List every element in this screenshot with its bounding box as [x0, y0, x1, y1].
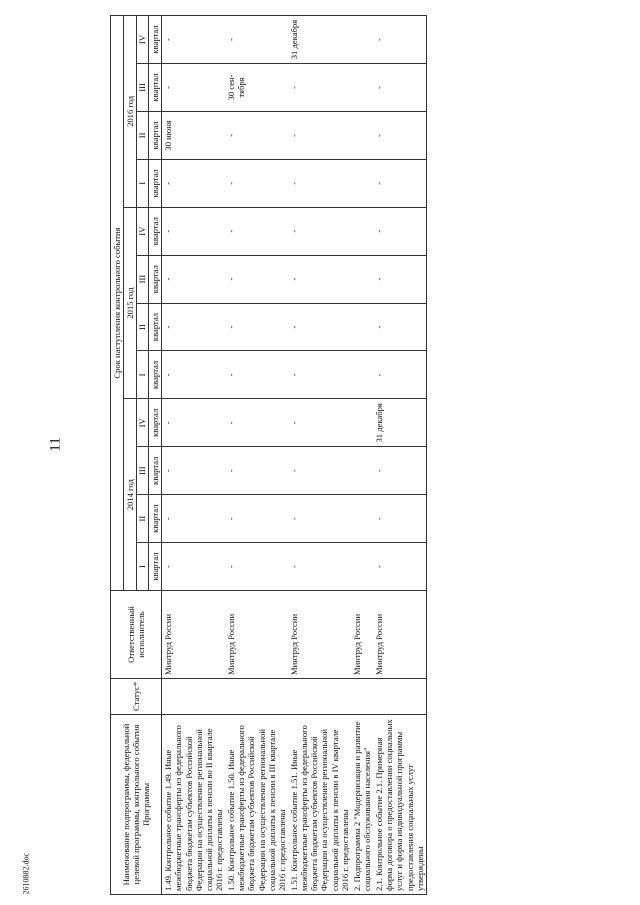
- quarter-roman: III: [137, 447, 149, 494]
- header-quarter: [137, 159, 162, 207]
- row-quarter-cell: -: [225, 399, 288, 447]
- quarter-roman: I: [137, 160, 149, 207]
- table-row: [373, 16, 426, 895]
- row-name-cell: 1.49. Контрольное событие 1.49. Иные межбюджетные трансферты из федерального бюджета бюджетам субъектов Российской Федерации на осуществление региональной социальной доплаты к пенсии во II квартале 2016 г. предоставлены: [162, 715, 225, 895]
- row-quarter-cell: -: [288, 255, 351, 303]
- quarter-roman: II: [137, 304, 149, 351]
- table-row: [351, 16, 373, 895]
- quarter-word: квартал: [150, 25, 161, 54]
- quarter-word: квартал: [150, 408, 161, 437]
- row-quarter-cell: -: [288, 64, 351, 112]
- row-quarter-cell: -: [225, 447, 288, 495]
- row-quarter-cell: -: [162, 255, 225, 303]
- row-quarter-cell: -: [373, 64, 426, 112]
- row-quarter-cell: 30 сен- тября: [225, 64, 288, 112]
- quarter-word: квартал: [150, 360, 161, 390]
- row-quarter-cell: -: [288, 399, 351, 447]
- row-quarter-cell: [351, 16, 373, 64]
- row-quarter-cell: -: [225, 351, 288, 399]
- header-quarter: [137, 351, 162, 399]
- document-code: 2610882.doc: [21, 852, 31, 895]
- row-status-cell: [373, 679, 426, 715]
- header-quarter: [137, 447, 162, 495]
- quarter-word: квартал: [150, 73, 161, 102]
- quarter-roman: IV: [137, 208, 149, 255]
- row-quarter-cell: -: [373, 303, 426, 351]
- row-quarter-cell: -: [288, 495, 351, 543]
- row-quarter-cell: -: [162, 16, 225, 64]
- row-executor-cell: Минтруд России: [225, 591, 288, 679]
- row-quarter-cell: [351, 255, 373, 303]
- quarter-roman: III: [137, 64, 149, 111]
- header-year: 2014 год: [124, 399, 137, 591]
- header-quarter: [137, 543, 162, 591]
- row-status-cell: [162, 679, 225, 715]
- row-quarter-cell: -: [162, 399, 225, 447]
- quarter-word: квартал: [150, 217, 161, 246]
- header-quarter: [137, 303, 162, 351]
- header-status: Статус*: [111, 679, 162, 715]
- quarter-word: квартал: [150, 456, 161, 485]
- row-quarter-cell: -: [225, 16, 288, 64]
- header-name: Наименование подпрограммы, федеральной целевой программы, контрольного события Программы: [111, 715, 162, 895]
- row-quarter-cell: -: [162, 543, 225, 591]
- header-executor: Ответственный исполнитель: [111, 591, 162, 679]
- row-quarter-cell: [351, 207, 373, 255]
- row-quarter-cell: -: [373, 495, 426, 543]
- table-row: [162, 16, 225, 895]
- quarter-roman: II: [137, 495, 149, 542]
- quarter-roman: IV: [137, 399, 149, 446]
- row-quarter-cell: -: [225, 111, 288, 159]
- quarter-word: квартал: [150, 121, 161, 150]
- row-name-cell: 2. Подпрограмма 2 "Модернизация и развитие социального обслуживания населения": [351, 715, 373, 895]
- row-executor-cell: Минтруд России: [288, 591, 351, 679]
- row-quarter-cell: -: [162, 159, 225, 207]
- header-quarter: [137, 16, 162, 64]
- row-quarter-cell: -: [162, 447, 225, 495]
- row-quarter-cell: [351, 495, 373, 543]
- row-quarter-cell: [351, 111, 373, 159]
- row-quarter-cell: -: [373, 159, 426, 207]
- row-quarter-cell: -: [225, 495, 288, 543]
- row-executor-cell: Минтруд России: [162, 591, 225, 679]
- table-row: [225, 16, 288, 895]
- row-name-cell: 1.51. Контрольное событие 1.51. Иные межбюджетные трансферты из федерального бюджета бюджетам субъектов Российской Федерации на осуществление региональной социальной доплаты к пенсии в IV квартале 2016 г. предоставлены: [288, 715, 351, 895]
- row-quarter-cell: -: [162, 207, 225, 255]
- row-quarter-cell: -: [288, 351, 351, 399]
- table-row: [288, 16, 351, 895]
- header-year: 2016 год: [124, 16, 137, 208]
- row-quarter-cell: [351, 447, 373, 495]
- quarter-roman: I: [137, 351, 149, 398]
- row-quarter-cell: [351, 159, 373, 207]
- row-quarter-cell: -: [373, 543, 426, 591]
- header-quarter: [137, 111, 162, 159]
- row-quarter-cell: -: [225, 255, 288, 303]
- quarter-word: квартал: [150, 552, 161, 581]
- quarter-word: квартал: [150, 169, 161, 198]
- rotated-table-wrapper: [110, 15, 635, 895]
- row-quarter-cell: 31 декабря: [288, 16, 351, 64]
- row-quarter-cell: -: [162, 303, 225, 351]
- row-executor-cell: Минтруд России: [351, 591, 373, 679]
- header-deadline: Срок наступления контрольного события: [111, 16, 124, 591]
- row-quarter-cell: -: [373, 447, 426, 495]
- row-quarter-cell: -: [162, 495, 225, 543]
- row-status-cell: [288, 679, 351, 715]
- header-quarter: [137, 64, 162, 112]
- header-quarter: [137, 255, 162, 303]
- row-quarter-cell: -: [288, 111, 351, 159]
- row-quarter-cell: [351, 351, 373, 399]
- header-year: 2015 год: [124, 207, 137, 399]
- quarter-word: квартал: [150, 265, 161, 294]
- header-quarter: [137, 399, 162, 447]
- row-name-cell: 1.50. Контрольное событие 1.50. Иные межбюджетные трансферты из федерального бюджета бюджетам субъектов Российской Федерации на осуществление региональной социальной доплаты к пенсии в III квартале 2016 г. предоставлены: [225, 715, 288, 895]
- row-quarter-cell: -: [162, 64, 225, 112]
- row-quarter-cell: -: [373, 255, 426, 303]
- header-quarter: [137, 495, 162, 543]
- row-quarter-cell: -: [162, 351, 225, 399]
- row-quarter-cell: [351, 64, 373, 112]
- row-quarter-cell: -: [373, 207, 426, 255]
- quarter-word: квартал: [150, 504, 161, 533]
- quarter-roman: IV: [137, 16, 149, 63]
- quarter-word: квартал: [150, 312, 161, 342]
- header-quarter: [137, 207, 162, 255]
- row-quarter-cell: -: [225, 159, 288, 207]
- quarter-roman: I: [137, 543, 149, 590]
- row-quarter-cell: -: [288, 543, 351, 591]
- row-quarter-cell: -: [373, 16, 426, 64]
- row-quarter-cell: 31 декабря: [373, 399, 426, 447]
- row-quarter-cell: -: [373, 351, 426, 399]
- row-quarter-cell: -: [288, 447, 351, 495]
- row-quarter-cell: -: [373, 111, 426, 159]
- row-quarter-cell: -: [225, 207, 288, 255]
- row-quarter-cell: 30 июня: [162, 111, 225, 159]
- row-status-cell: [225, 679, 288, 715]
- row-executor-cell: Минтруд России: [373, 591, 426, 679]
- page-number: 11: [47, 437, 64, 452]
- row-name-cell: 2.1. Контрольное событие 2.1. Примерная форма договора о предоставлении социальных услуг и форма индивидуальной программы предоставления социальных услуг утверждены: [373, 715, 426, 895]
- quarter-roman: III: [137, 256, 149, 303]
- row-quarter-cell: -: [288, 207, 351, 255]
- row-status-cell: [351, 679, 373, 715]
- row-quarter-cell: -: [288, 159, 351, 207]
- row-quarter-cell: [351, 303, 373, 351]
- control-events-table: [110, 15, 427, 895]
- row-quarter-cell: -: [225, 543, 288, 591]
- quarter-roman: II: [137, 112, 149, 159]
- row-quarter-cell: [351, 399, 373, 447]
- row-quarter-cell: [351, 543, 373, 591]
- row-quarter-cell: -: [288, 303, 351, 351]
- row-quarter-cell: -: [225, 303, 288, 351]
